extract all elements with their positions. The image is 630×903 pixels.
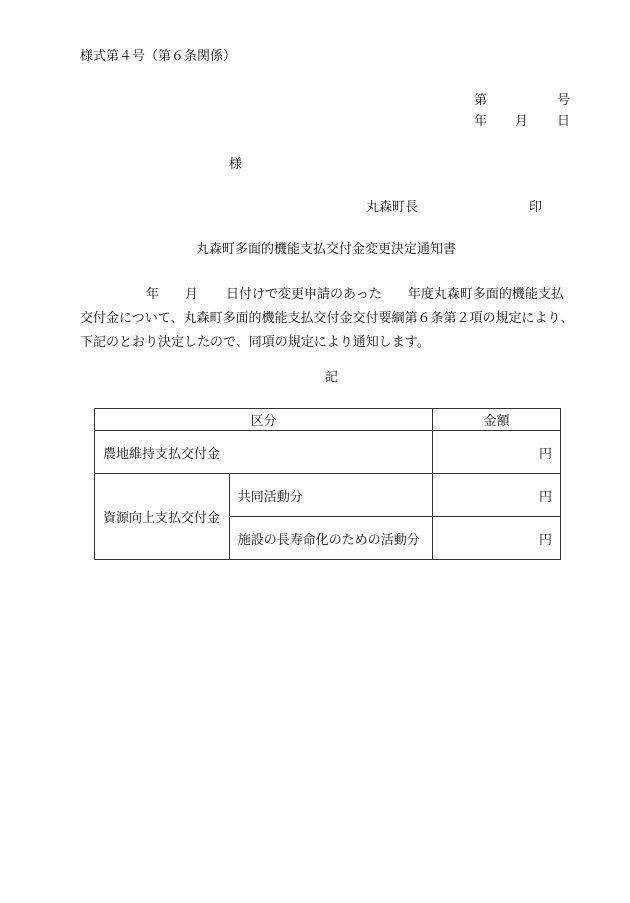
form-label: 様式第４号（第６条関係） bbox=[80, 49, 237, 64]
issuer-title: 丸森町長 bbox=[366, 200, 419, 215]
date-day: 日 bbox=[557, 114, 571, 129]
group-resource-label: 資源向上支払交付金 bbox=[95, 474, 230, 560]
seal-mark: 印 bbox=[529, 200, 543, 215]
sub-longevity-amount: 円 bbox=[433, 517, 561, 560]
sub-joint-activity-amount: 円 bbox=[433, 474, 561, 517]
sub-joint-activity-label: 共同活動分 bbox=[229, 474, 433, 517]
amount-table bbox=[94, 408, 561, 560]
table-header-row bbox=[95, 409, 561, 431]
body-month-label: 月 bbox=[185, 287, 199, 302]
date-month: 月 bbox=[515, 114, 529, 129]
number-suffix: 号 bbox=[557, 93, 571, 108]
header-amount: 金額 bbox=[433, 409, 561, 431]
document-title: 丸森町多面的機能支払交付金変更決定通知書 bbox=[196, 242, 457, 257]
body-line-2: 交付金について、丸森町多面的機能支払交付金交付要綱第６条第２項の規定により、 bbox=[80, 311, 574, 326]
sub-longevity-label: 施設の長寿命化のための活動分 bbox=[229, 517, 433, 560]
recipient-suffix: 様 bbox=[229, 157, 243, 172]
body-year-label: 年 bbox=[146, 287, 160, 302]
ki-heading: 記 bbox=[325, 370, 339, 385]
row-farmland-label: 農地維持支払交付金 bbox=[95, 431, 433, 474]
table-row bbox=[95, 431, 561, 474]
number-prefix: 第 bbox=[474, 93, 488, 108]
table-row bbox=[95, 474, 561, 517]
body-text bbox=[80, 283, 585, 355]
date-year: 年 bbox=[474, 114, 488, 129]
body-line-1 bbox=[80, 283, 585, 307]
header-category: 区分 bbox=[95, 409, 433, 431]
body-line-3: 下記のとおり決定したので、同項の規定により通知します。 bbox=[80, 335, 430, 350]
body-line-1-rest: 日付けで変更申請のあった 年度丸森町多面的機能支払 bbox=[226, 287, 564, 302]
row-farmland-amount: 円 bbox=[433, 431, 561, 474]
